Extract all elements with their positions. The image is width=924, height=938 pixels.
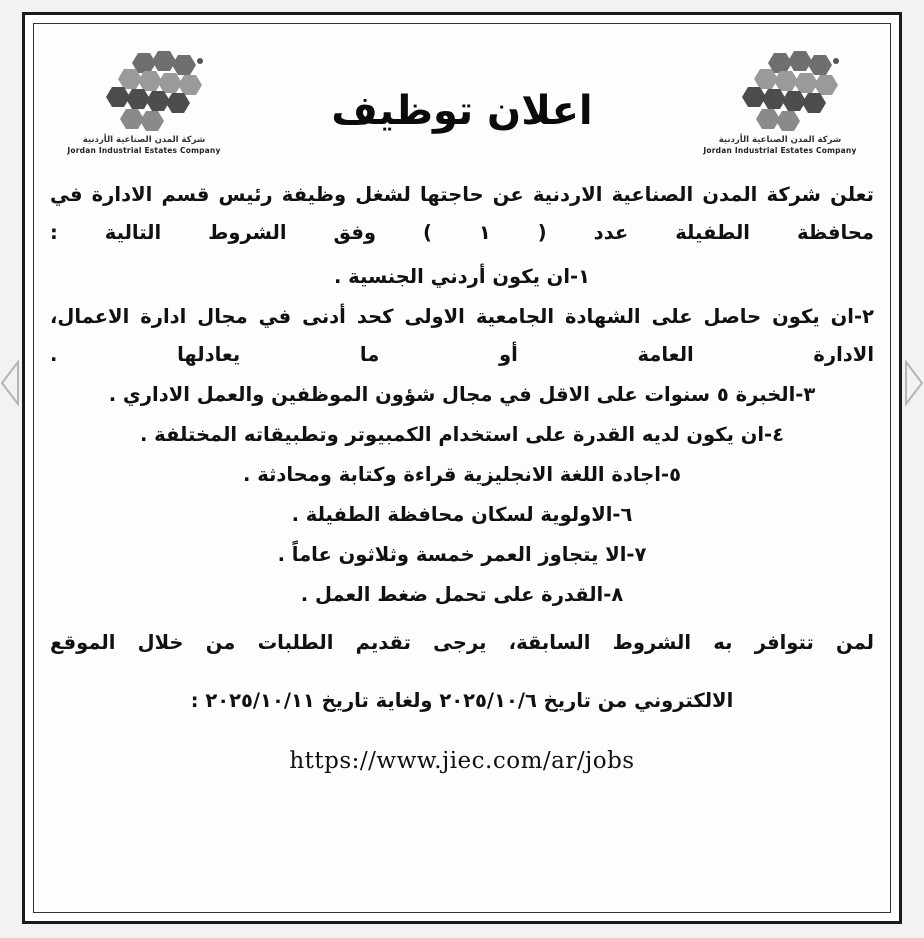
condition-item-7: ٧-الا يتجاوز العمر خمسة وثلاثون عاماً . (277, 543, 647, 567)
page-title: اعلان توظيف (331, 88, 593, 134)
condition-item-2: ٢-ان يكون حاصل على الشهادة الجامعية الاولى كحد أدنى في مجال ادارة الاعمال، الادارة العامة أو ما يعادلها . (50, 305, 874, 367)
advertisement-header (48, 30, 876, 170)
intro-paragraph: تعلن شركة المدن الصناعية الاردنية عن حاجتها لشغل وظيفة رئيس قسم الادارة في محافظة الطفيلة عدد ( ١ ) وفق الشروط التالية : (50, 183, 874, 245)
application-url[interactable]: https://www.jiec.com/ar/jobs (289, 748, 635, 775)
advertisement-content (33, 23, 891, 913)
logo-left (54, 49, 234, 155)
condition-item-4: ٤-ان يكون لديه القدرة على استخدام الكمبيوتر وتطبيقاته المختلفة . (139, 423, 785, 447)
logo-right (690, 49, 870, 155)
scan-edge-artifact-right (902, 360, 924, 406)
condition-item-6: ٦-الاولوية لسكان محافظة الطفيلة . (291, 503, 633, 527)
condition-item-8: ٨-القدرة على تحمل ضغط العمل . (300, 583, 624, 607)
logo-caption-en-2: Jordan Industrial Estates Company (67, 145, 221, 155)
logo-caption-ar: شركة المدن الصناعية الأردنية (718, 135, 842, 145)
closing-line-1: لمن تتوافر به الشروط السابقة، يرجى تقديم الطلبات من خلال الموقع (50, 631, 874, 655)
logo-caption-en: Jordan Industrial Estates Company (703, 145, 857, 155)
jiec-logo-icon-secondary (84, 49, 204, 133)
scan-edge-artifact-left (0, 360, 22, 406)
condition-item-1: ١-ان يكون أردني الجنسية . (333, 265, 591, 289)
advertisement-frame (22, 12, 902, 924)
jiec-logo-icon (720, 49, 840, 133)
logo-caption-ar-2: شركة المدن الصناعية الأردنية (82, 135, 206, 145)
closing-line-2: الالكتروني من تاريخ ٢٠٢٥/١٠/٦ ولغاية تاريخ ٢٠٢٥/١٠/١١ : (190, 688, 734, 712)
logo-right-caption (690, 135, 870, 155)
condition-item-5: ٥-اجادة اللغة الانجليزية قراءة وكتابة ومحادثة . (243, 463, 681, 487)
logo-left-caption (54, 135, 234, 155)
condition-item-3: ٣-الخبرة ٥ سنوات على الاقل في مجال شؤون الموظفين والعمل الاداري . (108, 383, 816, 407)
advertisement-body (48, 176, 876, 784)
